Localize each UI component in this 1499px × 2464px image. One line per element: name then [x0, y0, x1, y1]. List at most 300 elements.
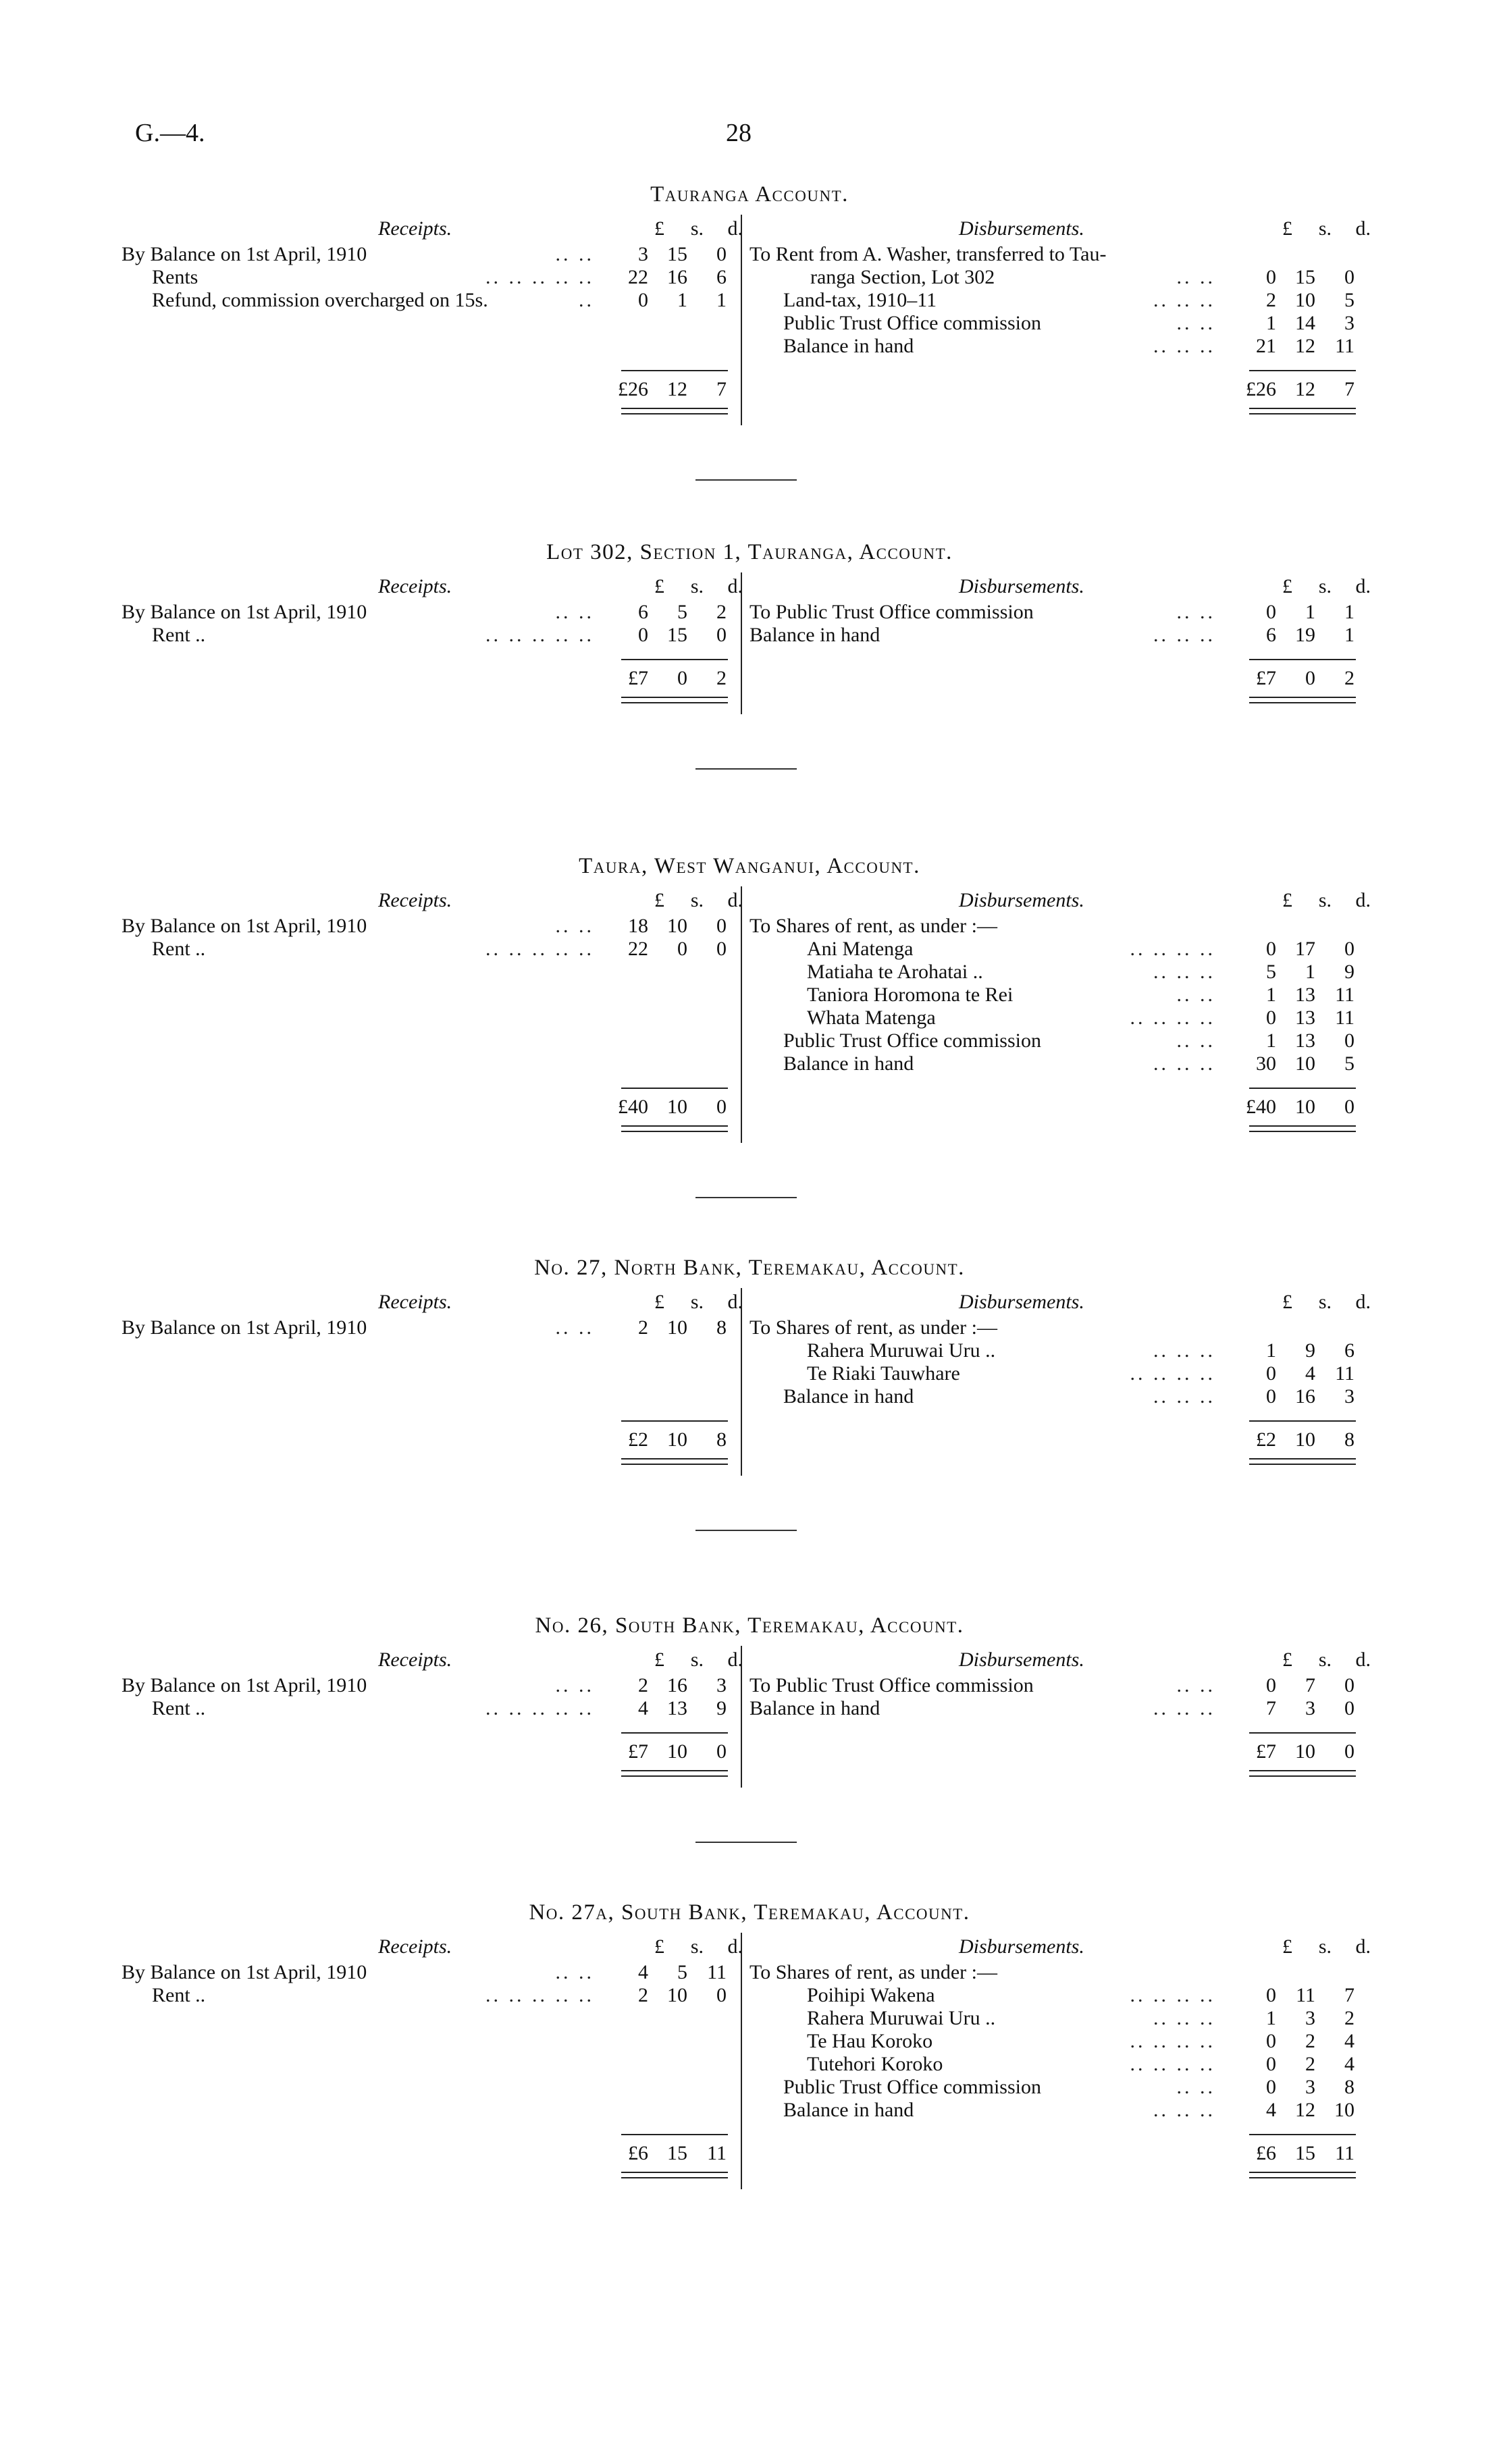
disbursement-label: Public Trust Office commission [783, 312, 1041, 334]
leader-dots: .. .. .. .. [1130, 2053, 1215, 2075]
leader-dots: .. [579, 289, 594, 311]
disbursement-amount-pounds: 0 [1266, 1385, 1276, 1408]
leader-dots: .. .. [1176, 312, 1215, 334]
disbursements-currency-heading [1236, 217, 1371, 240]
disbursement-amount-pounds: 7 [1266, 1697, 1276, 1719]
total-double-rule [621, 2172, 728, 2178]
leader-dots: .. .. .. .. [1130, 938, 1215, 960]
leader-dots: .. .. [555, 1674, 594, 1696]
disbursement-amount-pence: 0 [1344, 1697, 1355, 1719]
disbursements-currency-heading [1236, 1649, 1371, 1671]
disbursements-total-pounds: £6 [1256, 2142, 1276, 2164]
receipt-amount-pence: 9 [716, 1697, 727, 1719]
receipts-total [608, 1096, 727, 1119]
receipt-amount [608, 1316, 727, 1339]
disbursement-amount-shillings: 10 [1295, 1052, 1315, 1075]
disbursement-amount-pounds: 5 [1266, 961, 1276, 983]
disbursement-amount-pence: 8 [1344, 2076, 1355, 2098]
disbursement-amount-shillings: 16 [1295, 1385, 1315, 1408]
disbursement-label: Matiaha te Arohatai .. [807, 961, 983, 983]
pence-heading: d. [1355, 889, 1371, 911]
disbursements-total-pounds: £7 [1256, 1740, 1276, 1763]
disbursement-amount-pounds: 2 [1266, 289, 1276, 311]
pounds-heading: £ [1282, 217, 1292, 240]
disbursement-label: Te Hau Koroko [807, 2030, 933, 2052]
disbursement-amount-pence: 5 [1344, 289, 1355, 311]
disbursements-heading: Disbursements. [959, 575, 1084, 597]
disbursements-heading: Disbursements. [959, 217, 1084, 240]
leader-dots: .. .. .. [1153, 1052, 1215, 1075]
subtotal-rule [621, 1088, 728, 1089]
disbursement-amount [1236, 1052, 1355, 1075]
disbursement-amount [1236, 601, 1355, 624]
disbursement-label: To Shares of rent, as under :— [750, 1316, 997, 1339]
account-title: Taura, West Wanganui, Account. [579, 854, 920, 878]
disbursement-amount-shillings: 4 [1305, 1362, 1315, 1385]
leader-dots: .. .. [1176, 984, 1215, 1006]
receipt-amount-pounds: 22 [628, 266, 648, 288]
disbursements-total [1236, 2142, 1355, 2165]
receipt-amount [608, 243, 727, 266]
receipts-total-pence: 2 [716, 667, 727, 689]
receipts-currency-heading [608, 575, 743, 598]
receipt-amount-pounds: 4 [638, 1697, 648, 1719]
receipt-amount-pence: 2 [716, 601, 727, 623]
leader-dots: .. .. .. .. .. [485, 624, 594, 646]
leader-dots: .. .. [555, 243, 594, 265]
disbursement-amount-pence: 5 [1344, 1052, 1355, 1075]
receipt-amount-pounds: 18 [628, 915, 648, 937]
receipt-amount-shillings: 15 [667, 624, 687, 646]
pence-heading: d. [1355, 575, 1371, 597]
disbursement-amount-pence: 4 [1344, 2030, 1355, 2052]
disbursement-amount-pence: 7 [1344, 1984, 1355, 2006]
disbursements-total-shillings: 10 [1295, 1428, 1315, 1451]
disbursement-label: Tutehori Koroko [807, 2053, 943, 2075]
disbursements-total-shillings: 15 [1295, 2142, 1315, 2164]
leader-dots: .. .. .. [1153, 1339, 1215, 1362]
receipt-amount-pounds: 4 [638, 1961, 648, 1983]
disbursement-amount-pounds: 0 [1266, 601, 1276, 623]
disbursement-amount-shillings: 11 [1296, 1984, 1315, 2006]
disbursement-amount-shillings: 3 [1305, 2007, 1315, 2029]
receipts-heading: Receipts. [378, 889, 452, 911]
disbursement-amount-pounds: 0 [1266, 266, 1276, 288]
receipt-amount [608, 915, 727, 938]
leader-dots: .. .. .. [1153, 961, 1215, 983]
disbursements-total [1236, 667, 1355, 690]
leader-dots: .. .. .. [1153, 1385, 1215, 1408]
receipt-amount-shillings: 5 [677, 1961, 687, 1983]
disbursement-amount-pence: 4 [1344, 2053, 1355, 2075]
disbursement-amount-shillings: 12 [1295, 2099, 1315, 2121]
disbursement-amount-shillings: 14 [1295, 312, 1315, 334]
receipts-heading: Receipts. [378, 1291, 452, 1313]
pence-heading: d. [727, 217, 743, 240]
disbursement-amount-pounds: 0 [1266, 1362, 1276, 1385]
leader-dots: .. .. .. .. [1130, 2030, 1215, 2052]
disbursement-amount-shillings: 1 [1305, 961, 1315, 983]
disbursement-amount [1236, 1007, 1355, 1029]
receipts-currency-heading [608, 217, 743, 240]
disbursements-heading: Disbursements. [959, 1291, 1084, 1313]
disbursement-label: Balance in hand [783, 335, 914, 357]
receipt-amount-pounds: 22 [628, 938, 648, 960]
receipt-amount-shillings: 1 [677, 289, 687, 311]
disbursement-amount [1236, 289, 1355, 312]
receipt-amount [608, 601, 727, 624]
section-separator [695, 479, 797, 481]
disbursement-amount [1236, 984, 1355, 1007]
disbursement-amount-pounds: 0 [1266, 2076, 1276, 2098]
receipt-amount-pence: 0 [716, 938, 727, 960]
receipts-total [608, 378, 727, 401]
disbursement-amount-pence: 0 [1344, 938, 1355, 960]
receipt-amount [608, 1984, 727, 2007]
receipt-amount-pounds: 2 [638, 1674, 648, 1696]
leader-dots: .. .. .. [1153, 624, 1215, 646]
account-title: Lot 302, Section 1, Tauranga, Account. [546, 540, 953, 564]
shillings-heading: s. [690, 1649, 704, 1671]
disbursements-total-pence: 0 [1344, 1740, 1355, 1763]
leader-dots: .. .. [1176, 266, 1215, 288]
disbursement-label: Public Trust Office commission [783, 1029, 1041, 1052]
document-code: G.—4. [135, 119, 205, 147]
pounds-heading: £ [1282, 1935, 1292, 1958]
disbursement-amount-pounds: 0 [1266, 1984, 1276, 2006]
disbursement-amount-pounds: 1 [1266, 1339, 1276, 1362]
disbursements-heading: Disbursements. [959, 1649, 1084, 1671]
disbursement-amount-pounds: 4 [1266, 2099, 1276, 2121]
total-double-rule [1249, 2172, 1356, 2178]
disbursement-label: Balance in hand [783, 1385, 914, 1408]
leader-dots: .. .. [1176, 1029, 1215, 1052]
disbursement-amount-pounds: 0 [1266, 2030, 1276, 2052]
disbursement-amount [1236, 1362, 1355, 1385]
receipt-amount-pence: 11 [707, 1961, 727, 1983]
disbursement-amount-shillings: 7 [1305, 1674, 1315, 1696]
subtotal-rule [1249, 1732, 1356, 1734]
receipt-label: Rent .. [152, 1697, 206, 1719]
receipts-total-pence: 7 [716, 378, 727, 400]
disbursements-total [1236, 1096, 1355, 1119]
disbursement-label: Balance in hand [750, 1697, 880, 1719]
shillings-heading: s. [1318, 575, 1332, 597]
leader-dots: .. .. [555, 915, 594, 937]
disbursements-currency-heading [1236, 575, 1371, 598]
disbursement-amount-pounds: 1 [1266, 984, 1276, 1006]
subtotal-rule [1249, 2134, 1356, 2135]
disbursement-label: Balance in hand [750, 624, 880, 646]
receipt-amount-pence: 6 [716, 266, 727, 288]
receipts-total [608, 1428, 727, 1451]
receipts-total-shillings: 10 [667, 1740, 687, 1763]
disbursement-label: Te Riaki Tauwhare [807, 1362, 960, 1385]
receipt-amount [608, 1961, 727, 1984]
account-title: Tauranga Account. [650, 182, 849, 207]
disbursement-amount-pounds: 6 [1266, 624, 1276, 646]
disbursement-amount-pounds: 30 [1256, 1052, 1276, 1075]
receipts-total-pounds: £7 [628, 1740, 648, 1763]
disbursement-amount-pounds: 0 [1266, 1674, 1276, 1696]
disbursement-label: To Public Trust Office commission [750, 601, 1034, 623]
receipts-total-pence: 11 [707, 2142, 727, 2164]
total-double-rule [621, 1770, 728, 1777]
disbursements-total [1236, 378, 1355, 401]
receipt-label: By Balance on 1st April, 1910 [122, 915, 367, 937]
pounds-heading: £ [654, 1649, 664, 1671]
disbursement-amount [1236, 624, 1355, 647]
disbursement-amount [1236, 2076, 1355, 2099]
pounds-heading: £ [654, 889, 664, 911]
disbursement-amount-pence: 0 [1344, 266, 1355, 288]
column-divider [741, 215, 742, 425]
receipt-amount-shillings: 0 [677, 938, 687, 960]
account-title: No. 27, North Bank, Teremakau, Account. [534, 1256, 965, 1280]
disbursement-amount [1236, 1697, 1355, 1720]
pounds-heading: £ [654, 1291, 664, 1313]
disbursements-currency-heading [1236, 1291, 1371, 1314]
disbursement-amount [1236, 961, 1355, 984]
receipt-amount-shillings: 5 [677, 601, 687, 623]
disbursement-amount-shillings: 15 [1295, 266, 1315, 288]
receipts-total-shillings: 0 [677, 667, 687, 689]
disbursement-amount-pence: 6 [1344, 1339, 1355, 1362]
column-divider [741, 1288, 742, 1476]
disbursement-amount-shillings: 3 [1305, 1697, 1315, 1719]
disbursement-amount [1236, 1339, 1355, 1362]
subtotal-rule [1249, 659, 1356, 660]
disbursement-label: Whata Matenga [807, 1007, 936, 1029]
receipt-amount-pence: 8 [716, 1316, 727, 1339]
disbursement-amount-shillings: 2 [1305, 2030, 1315, 2052]
account-title: No. 26, South Bank, Teremakau, Account. [535, 1613, 964, 1638]
total-double-rule [1249, 1770, 1356, 1777]
section-separator [695, 1197, 797, 1198]
pence-heading: d. [727, 1291, 743, 1313]
leader-dots: .. .. .. [1153, 335, 1215, 357]
column-divider [741, 886, 742, 1143]
disbursements-total-pence: 7 [1344, 378, 1355, 400]
receipt-amount-shillings: 10 [667, 1984, 687, 2006]
receipt-amount-pence: 3 [716, 1674, 727, 1696]
disbursements-total-pence: 0 [1344, 1096, 1355, 1118]
receipts-total [608, 667, 727, 690]
leader-dots: .. .. [555, 601, 594, 623]
disbursement-amount-shillings: 2 [1305, 2053, 1315, 2075]
receipt-amount-pence: 1 [716, 289, 727, 311]
disbursement-amount-shillings: 1 [1305, 601, 1315, 623]
leader-dots: .. .. .. .. .. [485, 1984, 594, 2006]
shillings-heading: s. [1318, 889, 1332, 911]
total-double-rule [1249, 1125, 1356, 1132]
receipt-amount-pence: 0 [716, 243, 727, 265]
disbursement-label: To Shares of rent, as under :— [750, 915, 997, 937]
pounds-heading: £ [654, 1935, 664, 1958]
disbursement-amount [1236, 1385, 1355, 1408]
receipt-amount-pounds: 2 [638, 1984, 648, 2006]
leader-dots: .. .. [555, 1316, 594, 1339]
receipt-amount-shillings: 16 [667, 1674, 687, 1696]
disbursement-amount-pounds: 0 [1266, 1007, 1276, 1029]
receipt-label: Rent .. [152, 1984, 206, 2006]
shillings-heading: s. [1318, 1935, 1332, 1958]
receipts-currency-heading [608, 1649, 743, 1671]
leader-dots: .. .. .. .. [1130, 1362, 1215, 1385]
disbursements-total-pence: 11 [1335, 2142, 1355, 2164]
subtotal-rule [621, 659, 728, 660]
account-title: No. 27a, South Bank, Teremakau, Account. [529, 1900, 970, 1925]
receipts-total-shillings: 10 [667, 1428, 687, 1451]
disbursement-amount-pence: 1 [1344, 624, 1355, 646]
disbursement-amount-pence: 9 [1344, 961, 1355, 983]
disbursement-label: ranga Section, Lot 302 [810, 266, 995, 288]
disbursement-amount-shillings: 12 [1295, 335, 1315, 357]
disbursement-amount-pounds: 1 [1266, 312, 1276, 334]
page-number: 28 [726, 119, 752, 147]
shillings-heading: s. [690, 217, 704, 240]
receipts-currency-heading [608, 889, 743, 912]
receipt-amount [608, 938, 727, 961]
subtotal-rule [1249, 370, 1356, 371]
receipts-total-pounds: £6 [628, 2142, 648, 2164]
receipt-amount-pounds: 0 [638, 624, 648, 646]
pounds-heading: £ [1282, 1649, 1292, 1671]
receipts-total-shillings: 15 [667, 2142, 687, 2164]
receipts-total-pence: 0 [716, 1096, 727, 1118]
leader-dots: .. .. [1176, 1674, 1215, 1696]
disbursement-amount-pence: 10 [1334, 2099, 1355, 2121]
receipts-total-pounds: £26 [618, 378, 648, 400]
pence-heading: d. [727, 1649, 743, 1671]
receipt-amount-shillings: 13 [667, 1697, 687, 1719]
disbursement-amount-shillings: 19 [1295, 624, 1315, 646]
receipts-heading: Receipts. [378, 1649, 452, 1671]
receipt-amount [608, 624, 727, 647]
section-separator [695, 768, 797, 770]
disbursement-amount-shillings: 9 [1305, 1339, 1315, 1362]
disbursement-amount-pounds: 0 [1266, 2053, 1276, 2075]
leader-dots: .. .. [555, 1961, 594, 1983]
disbursement-label: Rahera Muruwai Uru .. [807, 2007, 996, 2029]
subtotal-rule [1249, 1420, 1356, 1422]
receipt-amount-pence: 0 [716, 1984, 727, 2006]
leader-dots: .. .. .. .. [1130, 1007, 1215, 1029]
disbursement-amount-pence: 0 [1344, 1029, 1355, 1052]
disbursements-total [1236, 1428, 1355, 1451]
receipt-amount [608, 266, 727, 289]
disbursement-amount [1236, 2030, 1355, 2053]
disbursement-amount-pounds: 1 [1266, 1029, 1276, 1052]
receipt-amount-pounds: 6 [638, 601, 648, 623]
receipt-label: By Balance on 1st April, 1910 [122, 1316, 367, 1339]
receipt-amount-pence: 0 [716, 624, 727, 646]
total-double-rule [621, 1458, 728, 1465]
leader-dots: .. .. .. .. .. [485, 938, 594, 960]
receipt-amount-shillings: 15 [667, 243, 687, 265]
shillings-heading: s. [690, 889, 704, 911]
pounds-heading: £ [1282, 575, 1292, 597]
disbursement-amount [1236, 938, 1355, 961]
total-double-rule [1249, 1458, 1356, 1465]
disbursement-amount-shillings: 13 [1295, 1007, 1315, 1029]
pence-heading: d. [1355, 217, 1371, 240]
disbursement-amount [1236, 2053, 1355, 2076]
subtotal-rule [621, 2134, 728, 2135]
subtotal-rule [621, 1420, 728, 1422]
receipts-total-pounds: £40 [618, 1096, 648, 1118]
receipt-label: By Balance on 1st April, 1910 [122, 601, 367, 623]
receipts-heading: Receipts. [378, 217, 452, 240]
disbursement-label: To Public Trust Office commission [750, 1674, 1034, 1696]
disbursement-amount-shillings: 13 [1295, 1029, 1315, 1052]
receipt-label: Rent .. [152, 938, 206, 960]
total-double-rule [621, 697, 728, 703]
disbursement-amount-pence: 3 [1344, 312, 1355, 334]
receipts-heading: Receipts. [378, 1935, 452, 1958]
leader-dots: .. .. .. .. [1130, 1984, 1215, 2006]
disbursement-amount [1236, 1674, 1355, 1697]
disbursements-currency-heading [1236, 889, 1371, 912]
disbursements-total-pence: 2 [1344, 667, 1355, 689]
disbursements-heading: Disbursements. [959, 1935, 1084, 1958]
receipt-label: By Balance on 1st April, 1910 [122, 243, 367, 265]
disbursements-total-pounds: £40 [1246, 1096, 1276, 1118]
disbursements-total-pounds: £2 [1256, 1428, 1276, 1451]
disbursement-amount-pounds: 0 [1266, 938, 1276, 960]
receipts-total-pounds: £2 [628, 1428, 648, 1451]
pence-heading: d. [727, 889, 743, 911]
disbursement-label: To Shares of rent, as under :— [750, 1961, 997, 1983]
pence-heading: d. [727, 1935, 743, 1958]
disbursement-amount-pence: 11 [1335, 984, 1355, 1006]
receipt-amount [608, 289, 727, 312]
disbursement-amount-pence: 2 [1344, 2007, 1355, 2029]
disbursement-amount-pence: 11 [1335, 1362, 1355, 1385]
receipt-amount-shillings: 10 [667, 915, 687, 937]
disbursement-label: Poihipi Wakena [807, 1984, 935, 2006]
shillings-heading: s. [690, 1291, 704, 1313]
leader-dots: .. .. .. [1153, 2007, 1215, 2029]
disbursement-amount-pence: 11 [1335, 1007, 1355, 1029]
disbursement-label: Land-tax, 1910–11 [783, 289, 937, 311]
disbursements-total-pounds: £7 [1256, 667, 1276, 689]
disbursement-label: Rahera Muruwai Uru .. [807, 1339, 996, 1362]
pounds-heading: £ [1282, 889, 1292, 911]
pounds-heading: £ [654, 575, 664, 597]
shillings-heading: s. [690, 575, 704, 597]
disbursements-total-shillings: 10 [1295, 1096, 1315, 1118]
disbursements-total-shillings: 0 [1305, 667, 1315, 689]
subtotal-rule [621, 1732, 728, 1734]
total-double-rule [1249, 408, 1356, 414]
shillings-heading: s. [1318, 1291, 1332, 1313]
receipt-amount-shillings: 10 [667, 1316, 687, 1339]
column-divider [741, 1933, 742, 2189]
disbursement-label: Balance in hand [783, 2099, 914, 2121]
disbursement-amount-shillings: 3 [1305, 2076, 1315, 2098]
disbursements-currency-heading [1236, 1935, 1371, 1958]
disbursement-amount [1236, 335, 1355, 358]
section-separator [695, 1842, 797, 1843]
disbursements-total-shillings: 10 [1295, 1740, 1315, 1763]
pence-heading: d. [727, 575, 743, 597]
disbursement-label: To Rent from A. Washer, transferred to Tau- [750, 243, 1107, 265]
total-double-rule [621, 408, 728, 414]
disbursements-heading: Disbursements. [959, 889, 1084, 911]
receipts-heading: Receipts. [378, 575, 452, 597]
subtotal-rule [1249, 1088, 1356, 1089]
